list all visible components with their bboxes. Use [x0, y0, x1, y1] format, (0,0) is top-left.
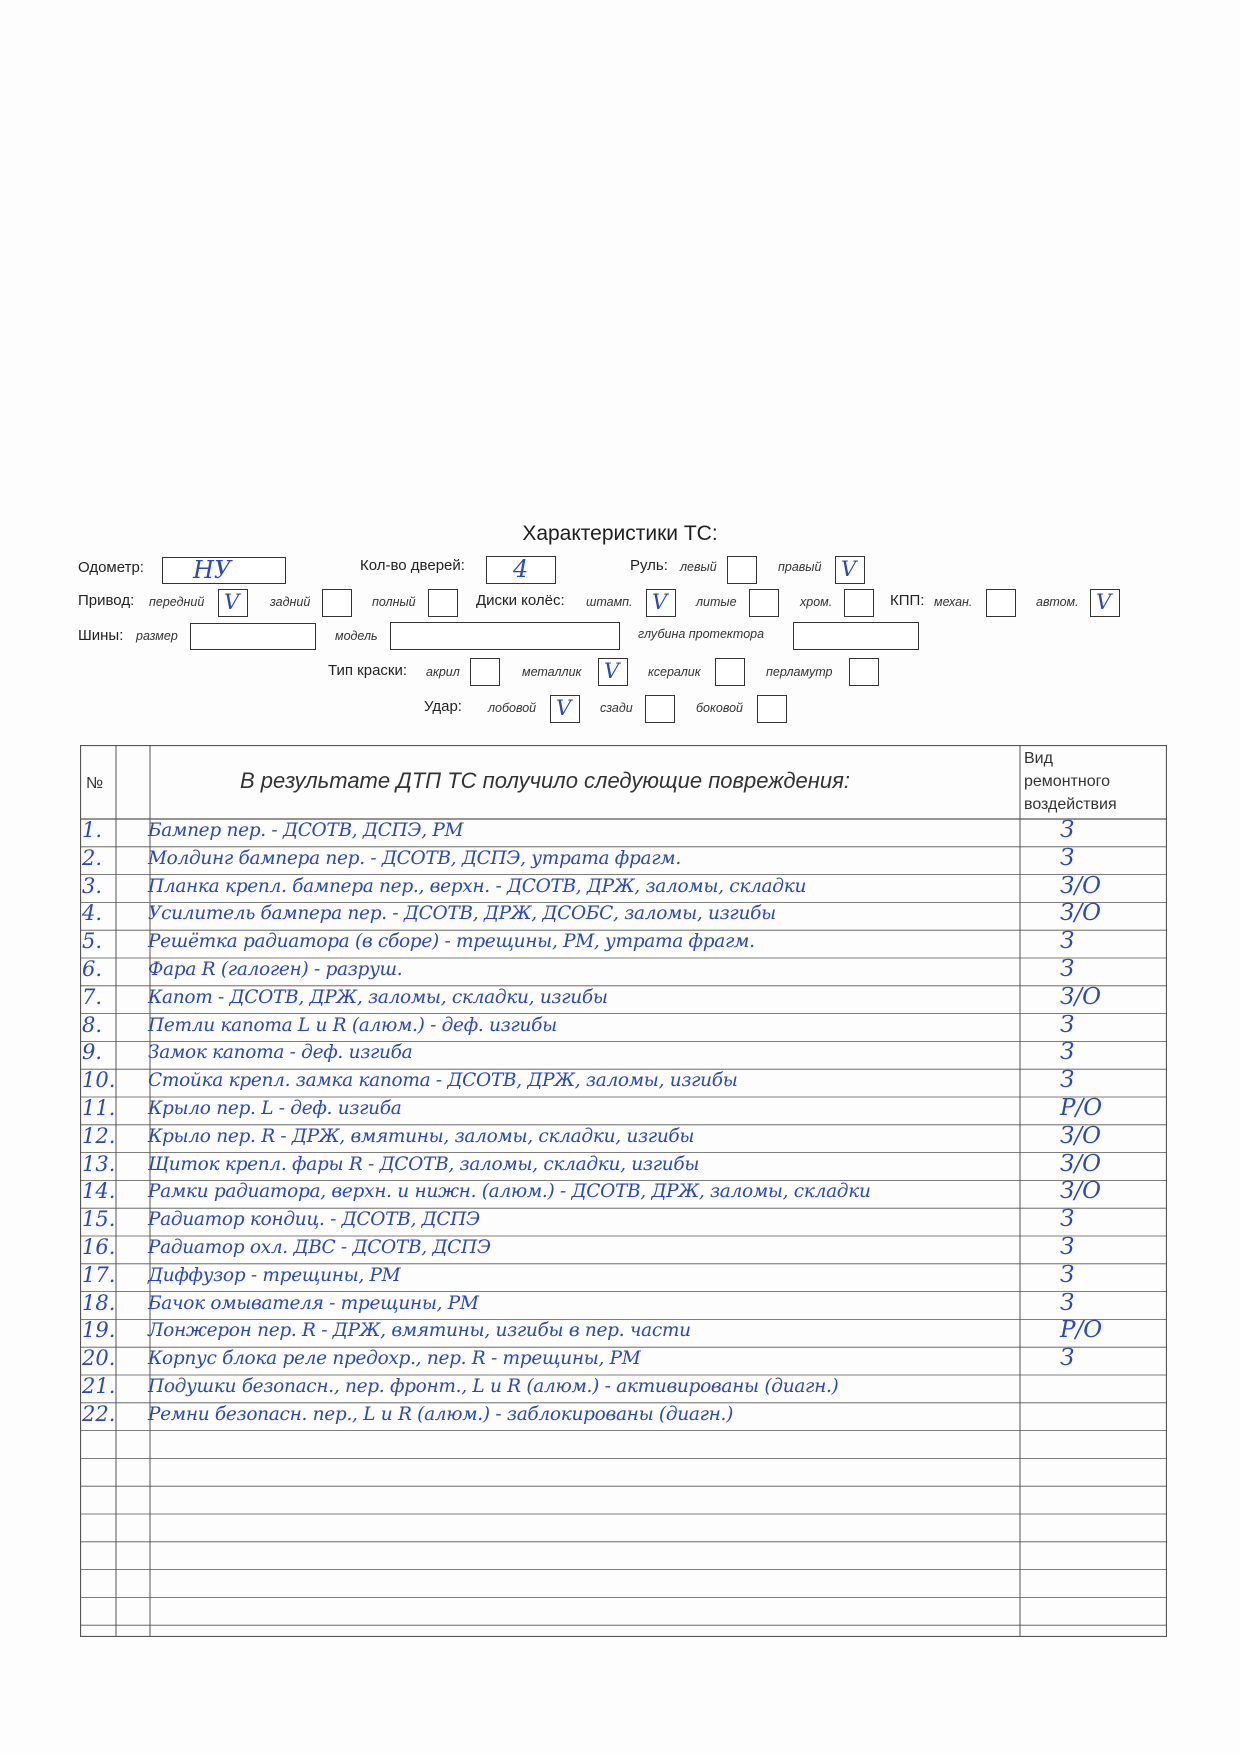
paint-acrylic-checkbox[interactable] [470, 658, 500, 686]
table-row [80, 1067, 1167, 1098]
repair-kind-line-3: воздействия [1024, 796, 1117, 813]
row-repair-kind: З [1060, 1289, 1075, 1316]
wheels-cast-checkbox[interactable] [749, 589, 779, 617]
tires-size-field[interactable] [190, 623, 316, 650]
row-damage-description: Фара R (галоген) - разруш. [148, 959, 403, 980]
row-damage-description: Планка крепл. бампера пер., верхн. - ДСОТВ, ДРЖ, заломы, складки [148, 875, 807, 897]
row-damage-description: Бачок омывателя - трещины, РМ [148, 1292, 479, 1314]
table-row [80, 1039, 1167, 1070]
row-damage-description: Замок капота - деф. изгиба [148, 1042, 413, 1064]
section-title: Характеристики ТС: [522, 522, 718, 545]
tires-model-label: модель [335, 629, 378, 643]
table-row [80, 844, 1167, 876]
wheels-chrome-label: хром. [800, 595, 833, 609]
table-row [80, 1376, 1167, 1404]
row-damage-description: Диффузор - трещины, РМ [148, 1264, 401, 1286]
row-damage-description: Бампер пер. - ДСОТВ, ДСПЭ, РМ [148, 820, 464, 841]
tires-depth-field[interactable] [793, 622, 919, 650]
row-number: 3. [82, 873, 103, 898]
row-repair-kind: З [1060, 817, 1075, 843]
row-damage-description: Радиатор кондиц. - ДСОТВ, ДСПЭ [148, 1209, 480, 1231]
checkmark-icon: V [1096, 590, 1112, 614]
row-damage-description: Лонжерон пер. R - ДРЖ, вмятины, изгибы в пер. части [148, 1320, 691, 1342]
odometer-label: Одометр: [78, 559, 144, 576]
row-number: 22. [82, 1401, 116, 1426]
steering-left-checkbox[interactable] [727, 556, 757, 584]
table-row [80, 1289, 1167, 1321]
impact-rear-checkbox[interactable] [645, 695, 675, 723]
drive-front-label: передний [149, 595, 205, 609]
tires-model-field[interactable] [390, 622, 620, 650]
gearbox-manual-checkbox[interactable] [986, 589, 1016, 617]
odometer-value: НУ [193, 556, 232, 584]
drive-full-label: полный [372, 595, 416, 609]
wheels-cast-label: литые [696, 595, 737, 609]
column-header-number: № [86, 775, 104, 792]
row-damage-description: Молдинг бампера пер. - ДСОТВ, ДСПЭ, утрата фрагм. [148, 847, 681, 869]
paint-metallic-label: металлик [522, 665, 582, 679]
row-number: 12. [82, 1123, 116, 1148]
table-row [80, 1345, 1167, 1376]
row-damage-description: Рамки радиатора, верхн. и нижн. (алюм.) - ДСОТВ, ДРЖ, заломы, складки [148, 1181, 871, 1203]
impact-side-label: боковой [696, 701, 743, 715]
doors-field[interactable] [486, 556, 556, 584]
row-repair-kind: З [1060, 1234, 1075, 1260]
table-row [80, 1206, 1167, 1237]
table-row [80, 1095, 1167, 1126]
row-number: 6. [82, 957, 103, 981]
checkmark-icon: V [841, 557, 857, 581]
steering-label: Руль: [630, 557, 668, 574]
row-repair-kind: З [1060, 928, 1075, 955]
column-header-repair-kind [1024, 747, 1117, 816]
odometer-field[interactable] [162, 557, 286, 584]
steering-right-label: правый [778, 560, 822, 574]
row-damage-description: Крыло пер. L - деф. изгиба [148, 1098, 402, 1119]
row-number: 20. [82, 1346, 116, 1371]
row-repair-kind: З/О [1060, 1178, 1101, 1205]
row-repair-kind: З/О [1060, 983, 1101, 1010]
row-repair-kind: З [1060, 1206, 1075, 1233]
checkmark-icon: V [652, 590, 668, 614]
table-row [80, 1401, 1167, 1432]
row-number: 7. [82, 984, 103, 1009]
checkmark-icon: V [224, 590, 240, 614]
row-damage-description: Крыло пер. R - ДРЖ, вмятины, заломы, складки, изгибы [148, 1125, 695, 1147]
row-repair-kind: Р/О [1060, 1095, 1103, 1121]
impact-rear-label: сзади [600, 701, 633, 715]
row-repair-kind: З/О [1060, 1150, 1101, 1177]
row-damage-description: Ремни безопасн. пер., L и R (алюм.) - заблокированы (диагн.) [148, 1403, 734, 1425]
gearbox-auto-label: автом. [1036, 595, 1079, 609]
row-repair-kind: З [1060, 1039, 1075, 1066]
row-repair-kind: З [1060, 1011, 1075, 1038]
row-number: 14. [82, 1179, 116, 1204]
table-row [80, 928, 1167, 959]
table-row [80, 872, 1167, 904]
table-row [80, 956, 1167, 987]
drive-front-checkbox[interactable] [218, 589, 248, 617]
row-number: 13. [82, 1151, 116, 1176]
paint-metallic-checkbox[interactable] [598, 658, 628, 686]
row-number: 16. [82, 1235, 116, 1259]
row-repair-kind: З [1060, 956, 1075, 982]
row-number: 17. [82, 1262, 116, 1287]
table-row [80, 983, 1167, 1015]
wheels-label: Диски колёс: [476, 592, 565, 609]
row-repair-kind: З [1060, 1067, 1075, 1094]
row-repair-kind: З [1060, 1261, 1075, 1288]
table-row [80, 1234, 1167, 1265]
table-row [80, 900, 1167, 931]
row-number: 9. [82, 1040, 103, 1065]
steering-right-checkbox[interactable] [835, 556, 865, 584]
row-number: 2. [82, 845, 103, 870]
impact-front-checkbox[interactable] [550, 695, 580, 723]
table-row [80, 1122, 1167, 1154]
row-number: 19. [82, 1318, 116, 1343]
row-damage-description: Петли капота L и R (алюм.) - деф. изгибы [148, 1014, 557, 1036]
damage-table [80, 745, 1167, 1637]
row-damage-description: Радиатор охл. ДВС - ДСОТВ, ДСПЭ [148, 1237, 491, 1258]
row-number: 11. [82, 1096, 116, 1120]
row-number: 4. [82, 901, 103, 926]
gearbox-label: КПП: [890, 592, 925, 609]
wheels-stamped-label: штамп. [586, 595, 633, 609]
row-repair-kind: З [1060, 1345, 1075, 1372]
row-repair-kind: З [1060, 844, 1075, 871]
checkmark-icon: V [556, 696, 572, 720]
row-repair-kind: З/О [1060, 900, 1101, 927]
row-number: 18. [82, 1290, 116, 1315]
doors-value: 4 [513, 555, 529, 583]
drive-rear-label: задний [270, 595, 311, 609]
row-number: 21. [82, 1374, 116, 1398]
repair-kind-line-1: Вид [1024, 750, 1053, 767]
paint-pearl-checkbox[interactable] [849, 658, 879, 686]
row-damage-description: Усилитель бампера пер. - ДСОТВ, ДРЖ, ДСОБС, заломы, изгибы [148, 903, 776, 925]
tires-depth-label: глубина протектора [638, 627, 765, 641]
row-repair-kind: З/О [1060, 1122, 1101, 1149]
table-row [80, 1150, 1167, 1182]
wheels-stamped-checkbox[interactable] [646, 589, 676, 617]
row-number: 10. [82, 1068, 116, 1093]
row-repair-kind: З/О [1060, 872, 1101, 899]
table-row [80, 817, 1167, 848]
table-row [80, 1317, 1167, 1348]
impact-front-label: лобовой [488, 701, 537, 715]
row-damage-description: Щиток крепл. фары R - ДСОТВ, заломы, складки, изгибы [148, 1153, 700, 1175]
drive-label: Привод: [78, 592, 135, 609]
row-repair-kind: Р/О [1060, 1317, 1103, 1344]
tires-size-label: размер [136, 629, 178, 643]
table-row [80, 1178, 1167, 1209]
impact-side-checkbox[interactable] [757, 695, 787, 723]
row-damage-description: Решётка радиатора (в сборе) - трещины, РМ, утрата фрагм. [148, 931, 755, 953]
gearbox-manual-label: механ. [934, 595, 973, 609]
drive-full-checkbox[interactable] [428, 589, 458, 617]
row-damage-description: Капот - ДСОТВ, ДРЖ, заломы, складки, изгибы [148, 986, 608, 1008]
steering-left-label: левый [680, 560, 717, 574]
repair-kind-line-2: ремонтного [1024, 773, 1110, 790]
doors-label: Кол-во дверей: [360, 557, 465, 574]
gearbox-auto-checkbox[interactable] [1090, 589, 1120, 617]
checkmark-icon: V [604, 659, 620, 683]
drive-rear-checkbox[interactable] [322, 589, 352, 617]
row-number: 1. [82, 818, 103, 842]
tires-label: Шины: [78, 627, 124, 644]
paint-xirallic-label: ксералик [648, 665, 701, 679]
paint-label: Тип краски: [328, 662, 408, 679]
row-number: 15. [82, 1207, 116, 1232]
table-row [80, 1261, 1167, 1293]
paint-acrylic-label: акрил [426, 665, 460, 679]
table-row [80, 1011, 1167, 1043]
row-number: 8. [82, 1012, 103, 1037]
row-damage-description: Подушки безопасн., пер. фронт., L и R (алюм.) - активированы (диагн.) [148, 1376, 839, 1397]
row-damage-description: Корпус блока реле предохр., пер. R - трещины, РМ [148, 1348, 641, 1370]
row-damage-description: Стойка крепл. замка капота - ДСОТВ, ДРЖ, заломы, изгибы [148, 1070, 738, 1092]
column-header-damage: В результате ДТП ТС получило следующие повреждения: [240, 768, 850, 793]
paint-xirallic-checkbox[interactable] [715, 658, 745, 686]
row-number: 5. [82, 929, 103, 954]
paint-pearl-label: перламутр [766, 665, 833, 679]
impact-label: Удар: [424, 698, 462, 715]
wheels-chrome-checkbox[interactable] [844, 589, 874, 617]
